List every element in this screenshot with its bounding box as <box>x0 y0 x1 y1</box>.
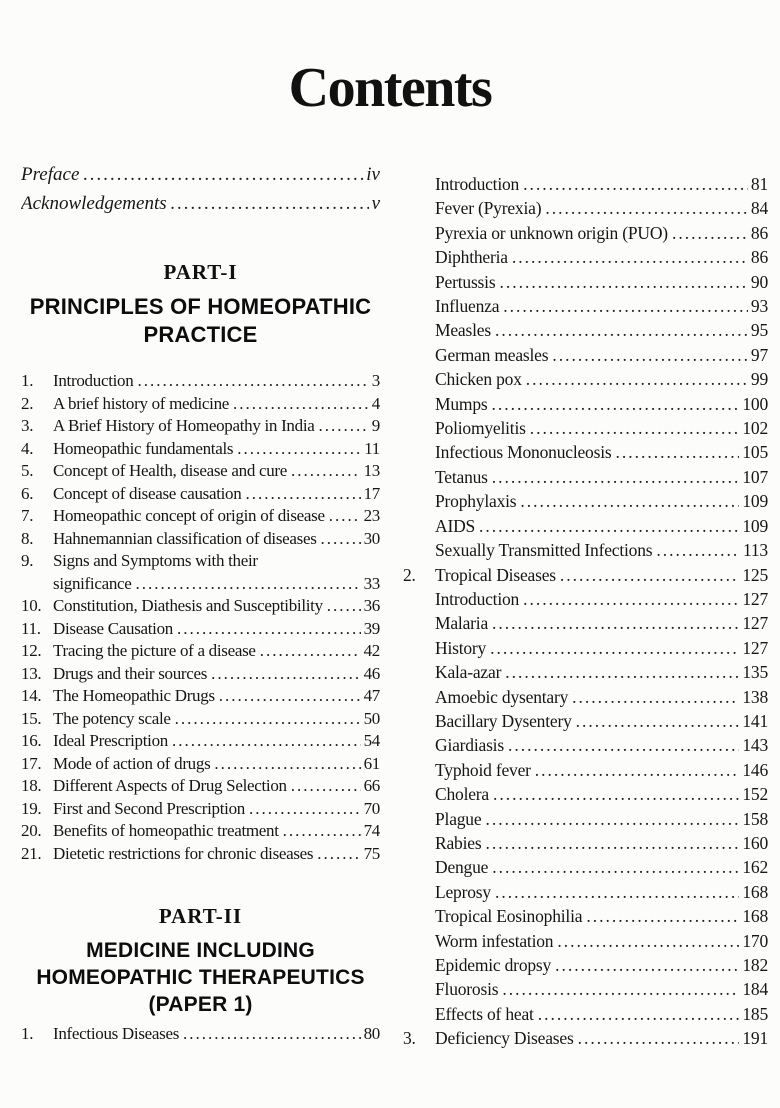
toc-entry-number: 1. <box>21 1024 34 1043</box>
toc-entry-label: Dietetic restrictions for chronic diseases <box>53 843 314 863</box>
toc-entry-label: Hahnemannian classification of diseases <box>53 528 317 548</box>
dot-leader <box>493 782 739 806</box>
toc-entry <box>403 953 768 977</box>
toc-entry <box>21 460 380 483</box>
toc-entry <box>403 660 768 684</box>
toc-entry-label: Bacillary Dysentery <box>435 710 572 731</box>
section-title-line: MEDICINE INCLUDING <box>86 939 315 962</box>
toc-entry <box>21 370 380 393</box>
toc-entry <box>403 563 768 587</box>
toc-page-number: 105 <box>742 442 768 463</box>
toc-entry <box>21 730 380 753</box>
toc-entry-number: 1. <box>21 371 34 390</box>
toc-page-number: 135 <box>742 662 768 683</box>
toc-page-number: 9 <box>371 416 380 435</box>
toc-entry-number: 4. <box>21 438 34 458</box>
toc-entry <box>403 172 768 196</box>
toc-page-number: 97 <box>750 344 768 365</box>
toc-page-number: 184 <box>742 979 768 1000</box>
dot-leader <box>572 685 739 709</box>
dot-leader <box>479 514 739 538</box>
section-title-line: PRINCIPLES OF HOMEOPATHIC <box>29 294 372 319</box>
dot-leader <box>249 798 361 821</box>
toc-page-number: 93 <box>750 296 768 317</box>
toc-entry-label: German measles <box>435 344 549 365</box>
toc-entry-label: Worm infestation <box>435 930 554 951</box>
toc-page-number: 146 <box>742 759 768 780</box>
dot-leader <box>512 245 748 269</box>
toc-page-number: 54 <box>363 731 380 750</box>
toc-entry <box>403 221 768 245</box>
toc-entry <box>21 1022 380 1046</box>
dot-leader <box>175 708 361 731</box>
toc-entry <box>403 1002 768 1026</box>
dot-leader <box>555 953 739 977</box>
toc-entry-number: 6. <box>21 483 34 503</box>
toc-page-number: 170 <box>742 930 768 951</box>
toc-entry <box>403 343 768 367</box>
dot-leader <box>557 929 739 953</box>
toc-entry-label: AIDS <box>435 515 476 536</box>
toc-page-number: 138 <box>742 686 768 707</box>
dot-leader <box>321 528 361 551</box>
toc-entry <box>21 798 380 821</box>
toc-entry-label: Measles <box>435 320 491 341</box>
toc-entry <box>403 196 768 220</box>
dot-leader <box>329 505 361 528</box>
dot-leader <box>211 663 361 686</box>
toc-entry-label: Tracing the picture of a disease <box>53 641 256 660</box>
toc-entry-label: Leprosy <box>435 881 491 902</box>
part2-label: PART-II <box>158 904 243 928</box>
dot-leader <box>233 393 369 416</box>
toc-entry <box>21 618 380 641</box>
dot-leader <box>503 294 748 318</box>
toc-entry <box>21 189 380 218</box>
toc-entry <box>403 782 768 806</box>
toc-entry-number: 11. <box>21 618 41 638</box>
toc-entry-label: Pertussis <box>435 271 496 292</box>
dot-leader <box>237 438 361 461</box>
toc-entry-number: 9. <box>21 551 34 570</box>
toc-entry-number: 19. <box>21 798 42 818</box>
toc-page-number: iv <box>366 164 380 185</box>
toc-entry <box>21 438 380 461</box>
section-title-line: PRACTICE <box>143 322 258 347</box>
toc-entry <box>21 640 380 663</box>
dot-leader <box>538 1002 740 1026</box>
toc-entry <box>403 904 768 928</box>
toc-entry-number: 2. <box>21 393 34 413</box>
toc-entry-label: Prophylaxis <box>435 491 517 512</box>
dot-leader <box>586 904 739 928</box>
toc-entry-label: Homeopathic fundamentals <box>53 438 234 458</box>
toc-page-number: 3 <box>371 371 380 390</box>
toc-entry-label: Preface <box>21 164 80 185</box>
toc-entry <box>403 831 768 855</box>
toc-entry-number: 17. <box>21 753 42 773</box>
dot-leader <box>545 196 748 220</box>
front-matter-list <box>21 160 380 218</box>
toc-entry-label: Tropical Diseases <box>435 564 556 585</box>
part1-items-list <box>21 370 380 865</box>
toc-entry-label: Amoebic dysentary <box>435 686 569 707</box>
toc-entry <box>21 685 380 708</box>
page-title: Contents <box>288 57 492 119</box>
toc-page-number: 50 <box>363 708 380 728</box>
toc-page-number: 66 <box>363 776 380 795</box>
dot-leader <box>492 465 740 489</box>
toc-entry-label: Homeopathic concept of origin of disease <box>53 506 325 525</box>
toc-entry <box>403 807 768 831</box>
toc-page-number: 42 <box>363 641 380 660</box>
dot-leader <box>485 807 739 831</box>
toc-page-number: 95 <box>750 320 768 341</box>
toc-entry-label: Concept of Health, disease and cure <box>53 461 288 480</box>
toc-page-number: 70 <box>363 798 380 818</box>
toc-entry <box>21 663 380 686</box>
toc-entry <box>403 318 768 342</box>
dot-leader <box>495 880 739 904</box>
toc-entry-label: significance <box>53 573 132 593</box>
toc-page-number: 160 <box>742 832 768 853</box>
toc-page-number: 46 <box>363 663 380 683</box>
toc-page-number: 127 <box>742 637 768 658</box>
toc-page-number: 102 <box>742 418 768 439</box>
toc-entry <box>21 160 380 189</box>
part1-heading-block <box>21 260 380 349</box>
toc-page-number: 158 <box>742 808 768 829</box>
toc-entry <box>403 709 768 733</box>
toc-page-number: 81 <box>750 174 768 194</box>
toc-entry-number: 10. <box>21 596 42 615</box>
toc-entry <box>21 483 380 506</box>
toc-entry-label: Mumps <box>435 393 488 414</box>
toc-page-number: 90 <box>750 271 768 292</box>
toc-entry-label: Different Aspects of Drug Selection <box>53 776 287 795</box>
left-column <box>21 0 380 1108</box>
part1-label: PART-I <box>163 260 238 284</box>
right-column <box>403 172 768 1051</box>
dot-leader <box>672 221 748 245</box>
toc-entry <box>21 528 380 551</box>
dot-leader <box>578 1026 740 1050</box>
toc-entry <box>403 758 768 782</box>
toc-page-number: 84 <box>750 198 768 219</box>
toc-entry-label: Drugs and their sources <box>53 663 208 683</box>
toc-entry <box>21 843 380 866</box>
toc-entry <box>403 587 768 611</box>
toc-entry <box>403 367 768 391</box>
toc-page-number: 127 <box>742 613 768 634</box>
toc-entry-label: Deficiency Diseases <box>435 1028 574 1049</box>
dot-leader <box>260 640 361 663</box>
toc-page-number: 182 <box>742 955 768 975</box>
toc-page-number: 168 <box>742 881 768 902</box>
part2-heading-block <box>21 904 380 1018</box>
dot-leader <box>136 573 361 596</box>
toc-entry <box>403 514 768 538</box>
toc-page-number: 113 <box>742 540 768 561</box>
toc-page-number: 86 <box>750 222 768 243</box>
toc-entry-label: The Homeopathic Drugs <box>53 686 215 705</box>
toc-entry <box>403 611 768 635</box>
toc-entry <box>21 595 380 618</box>
toc-entry-label: Effects of heat <box>435 1003 534 1024</box>
toc-entry-label: Signs and Symptoms with their <box>53 551 258 570</box>
toc-entry-number: 2. <box>403 564 416 585</box>
dot-leader <box>327 595 361 618</box>
toc-entry <box>21 775 380 798</box>
toc-entry-label: Tropical Eosinophilia <box>435 906 583 927</box>
toc-page-number: 99 <box>750 369 768 390</box>
toc-entry-label: Cholera <box>435 784 489 805</box>
dot-leader <box>319 415 369 438</box>
toc-entry-label: Giardiasis <box>435 735 504 756</box>
toc-entry-label: First and Second Prescription <box>53 798 245 818</box>
toc-page-number: 125 <box>742 564 768 585</box>
toc-entry-label: History <box>435 637 487 658</box>
toc-entry <box>403 636 768 660</box>
dot-leader <box>530 416 740 440</box>
toc-entry <box>403 880 768 904</box>
toc-entry-label: Kala-azar <box>435 662 502 683</box>
toc-page-number: v <box>371 193 380 214</box>
toc-page-number: 185 <box>742 1003 768 1024</box>
toc-entry-label: Infectious Mononucleosis <box>435 442 612 463</box>
toc-page-number: 74 <box>363 821 380 840</box>
dot-leader <box>523 172 748 196</box>
toc-entry-label: Diphtheria <box>435 247 508 268</box>
dot-leader <box>508 733 739 757</box>
dot-leader <box>552 343 748 367</box>
toc-entry <box>403 685 768 709</box>
toc-entry <box>21 505 380 528</box>
part2-items-list <box>21 1022 380 1046</box>
dot-leader <box>523 587 739 611</box>
dot-leader <box>505 660 739 684</box>
toc-entry <box>21 550 380 573</box>
toc-entry <box>403 929 768 953</box>
toc-entry-label: Constitution, Diathesis and Susceptibility <box>53 596 323 615</box>
toc-page-number: 141 <box>742 710 768 731</box>
toc-entry <box>403 489 768 513</box>
dot-leader <box>291 460 361 483</box>
toc-entry-label: Poliomyelitis <box>435 418 526 439</box>
dot-leader <box>83 160 363 189</box>
toc-page-number: 33 <box>363 573 380 593</box>
toc-entry <box>403 465 768 489</box>
dot-leader <box>499 270 747 294</box>
toc-entry-number: 21. <box>21 843 42 863</box>
toc-entry-label: Tetanus <box>435 466 488 487</box>
toc-page-number: 152 <box>742 784 768 805</box>
toc-entry <box>403 733 768 757</box>
toc-entry <box>21 820 380 843</box>
toc-page-number: 39 <box>363 618 380 638</box>
part2-section-title <box>21 937 380 1018</box>
toc-entry-label: The potency scale <box>53 708 171 728</box>
toc-entry <box>403 270 768 294</box>
toc-entry-label: Plague <box>435 808 482 829</box>
toc-entry-number: 8. <box>21 528 34 548</box>
dot-leader <box>576 709 740 733</box>
dot-leader <box>502 977 739 1001</box>
dot-leader <box>492 855 739 879</box>
toc-page-number: 30 <box>363 528 380 548</box>
toc-page-number: 86 <box>750 247 768 268</box>
toc-page-number: 143 <box>742 735 768 756</box>
toc-entry-label: Malaria <box>435 613 489 634</box>
dot-leader <box>183 1022 361 1046</box>
toc-entry <box>21 393 380 416</box>
toc-entry-label: Concept of disease causation <box>53 483 242 503</box>
part1-section-title <box>21 293 380 349</box>
toc-entry-number: 12. <box>21 641 42 660</box>
toc-entry <box>403 440 768 464</box>
toc-entry-number: 15. <box>21 708 42 728</box>
toc-page-number: 36 <box>363 596 380 615</box>
toc-entry-label: Pyrexia or unknown origin (PUO) <box>435 222 668 243</box>
toc-entry-label: Chicken pox <box>435 369 522 390</box>
toc-page-number: 168 <box>742 906 768 927</box>
dot-leader <box>526 367 748 391</box>
toc-entry <box>403 392 768 416</box>
toc-entry-number: 20. <box>21 821 42 840</box>
toc-entry-number: 14. <box>21 686 42 705</box>
dot-leader <box>495 318 748 342</box>
toc-page-number: 11 <box>364 438 380 458</box>
toc-entry-label: Introduction <box>53 371 134 390</box>
toc-entry <box>403 1026 768 1050</box>
toc-page-number: 47 <box>363 686 380 705</box>
toc-page-number: 17 <box>363 483 380 503</box>
dot-leader <box>283 820 361 843</box>
toc-entry-number: 3. <box>403 1028 416 1049</box>
toc-page-number: 80 <box>363 1024 380 1043</box>
toc-entry-label: Dengue <box>435 857 489 878</box>
toc-entry-label: Ideal Prescription <box>53 731 168 750</box>
toc-entry-label: Typhoid fever <box>435 759 531 780</box>
toc-entry-number: 5. <box>21 461 34 480</box>
toc-entry <box>403 294 768 318</box>
toc-entry-label: Sexually Transmitted Infections <box>435 540 653 561</box>
toc-entry-label: A brief history of medicine <box>53 393 230 413</box>
toc-entry-number: 3. <box>21 416 34 435</box>
toc-entry-number: 18. <box>21 776 42 795</box>
dot-leader <box>492 611 739 635</box>
toc-entry <box>403 538 768 562</box>
toc-page-number: 109 <box>742 515 768 536</box>
dot-leader <box>317 843 360 866</box>
toc-entry-number: 7. <box>21 506 34 525</box>
dot-leader <box>560 563 739 587</box>
toc-entry <box>21 415 380 438</box>
toc-entry-label: Mode of action of drugs <box>53 753 211 773</box>
dot-leader <box>171 189 369 218</box>
toc-entry <box>21 708 380 731</box>
dot-leader <box>177 618 361 641</box>
toc-entry-label: Introduction <box>435 174 520 194</box>
dot-leader <box>535 758 740 782</box>
toc-entry-label: Fever (Pyrexia) <box>435 198 542 219</box>
toc-entry-label: Acknowledgements <box>21 193 167 214</box>
toc-page-number: 107 <box>742 466 768 487</box>
toc-entry-label: Fluorosis <box>435 979 499 1000</box>
toc-entry-label: Benefits of homeopathic treatment <box>53 821 279 840</box>
toc-page-number: 100 <box>742 393 768 414</box>
toc-page-number: 191 <box>742 1028 768 1049</box>
toc-entry-label: Infectious Diseases <box>53 1024 180 1043</box>
dot-leader <box>490 636 739 660</box>
toc-entry-label: Influenza <box>435 296 500 317</box>
dot-leader <box>656 538 740 562</box>
dot-leader <box>520 489 739 513</box>
toc-page-number: 75 <box>363 843 380 863</box>
dot-leader <box>291 775 361 798</box>
dot-leader <box>245 483 360 506</box>
toc-page-number: 61 <box>363 753 380 773</box>
toc-page-number: 13 <box>363 461 380 480</box>
toc-page-number: 127 <box>742 588 768 609</box>
toc-entry-number: 13. <box>21 663 42 683</box>
toc-entry-continuation <box>21 573 380 596</box>
section-title-line: (PAPER 1) <box>148 993 253 1016</box>
toc-entry-label: Rabies <box>435 832 482 853</box>
section-title-line: HOMEOPATHIC THERAPEUTICS <box>36 966 365 989</box>
dot-leader <box>219 685 361 708</box>
toc-entry <box>403 416 768 440</box>
toc-entry-label: Disease Causation <box>53 618 174 638</box>
toc-entry-label: A Brief History of Homeopathy in India <box>53 416 315 435</box>
dot-leader <box>491 392 739 416</box>
toc-page-number: 109 <box>742 491 768 512</box>
dot-leader <box>616 440 740 464</box>
toc-entry-label: Epidemic dropsy <box>435 955 552 975</box>
toc-page-number: 162 <box>742 857 768 878</box>
toc-entry-number: 16. <box>21 731 42 750</box>
toc-entry <box>21 753 380 776</box>
toc-entry <box>403 855 768 879</box>
dot-leader <box>485 831 739 855</box>
toc-entry <box>403 245 768 269</box>
toc-page-number: 4 <box>371 393 380 413</box>
dot-leader <box>214 753 360 776</box>
toc-entry-label: Introduction <box>435 588 520 609</box>
toc-entry <box>403 977 768 1001</box>
toc-page-number: 23 <box>363 506 380 525</box>
dot-leader <box>137 370 368 393</box>
dot-leader <box>172 730 361 753</box>
